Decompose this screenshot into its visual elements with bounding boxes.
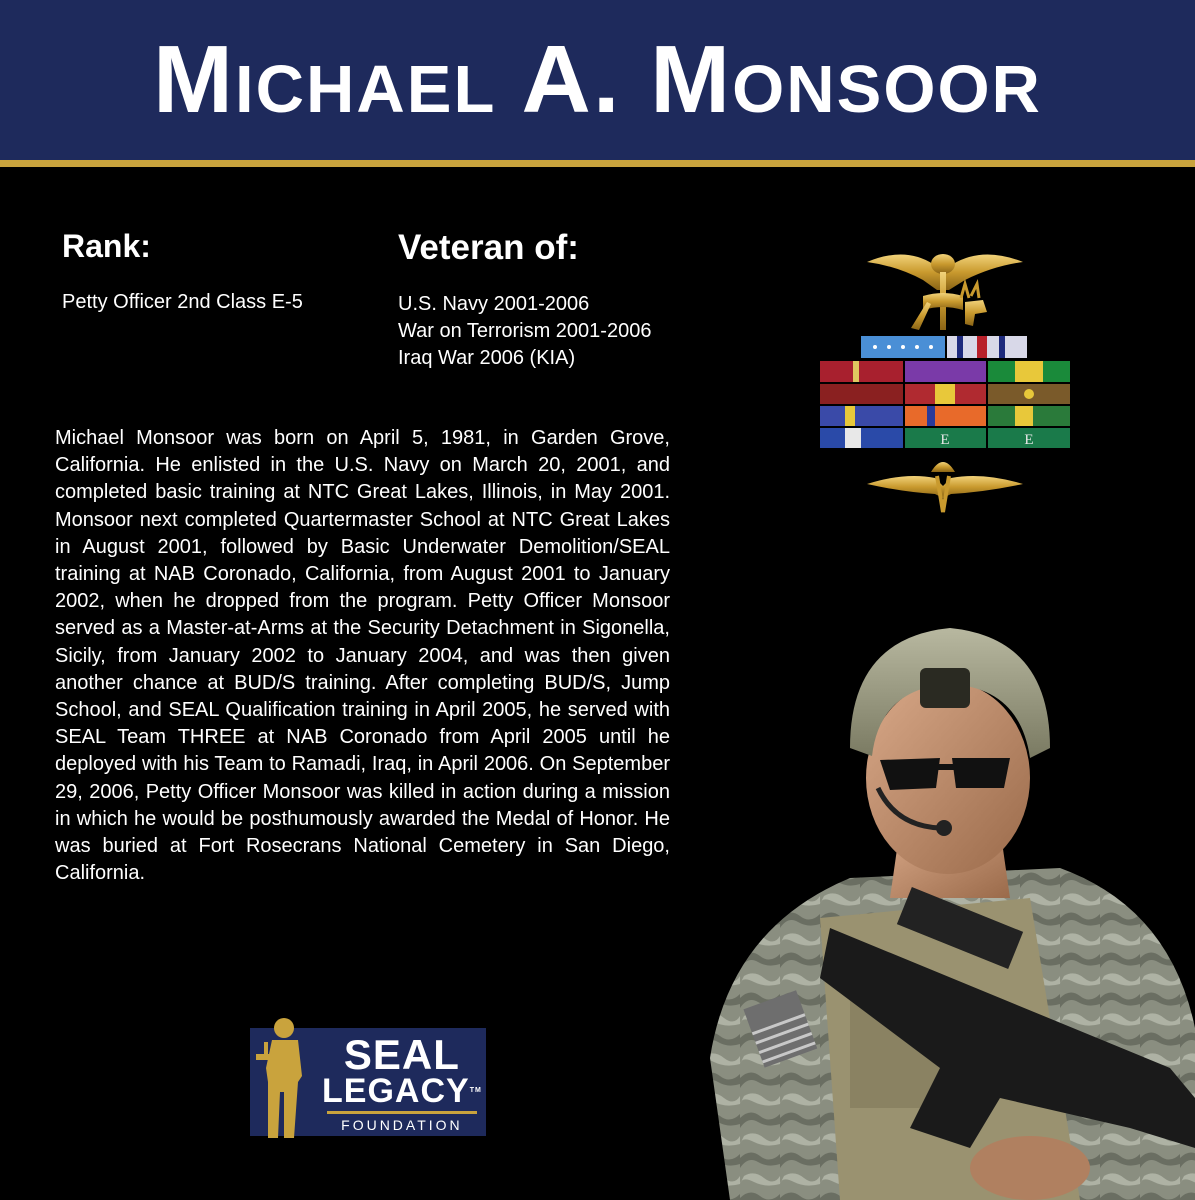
- ribbon-e-mark: E: [940, 432, 950, 448]
- logo-seal-text: SEAL: [343, 1031, 460, 1078]
- logo-wordmark: [322, 1031, 482, 1133]
- veteran-list: [398, 291, 651, 372]
- veteran-item: U.S. Navy 2001-2006: [398, 293, 590, 315]
- logo-foundation-text: FOUNDATION: [341, 1117, 463, 1133]
- logo-rule: [327, 1111, 477, 1114]
- parachutist-wings-icon: [867, 462, 1023, 512]
- insignia-group: [815, 240, 1075, 520]
- service-ribbons: [820, 336, 1070, 448]
- veteran-item: Iraq War 2006 (KIA): [398, 347, 576, 369]
- trident-insignia-icon: [867, 254, 1023, 330]
- rank-value: Petty Officer 2nd Class E-5: [62, 291, 303, 313]
- biography-text: Michael Monsoor was born on April 5, 1981, in Garden Grove, California. He enlisted in the U.S. Navy on March 20, 2001, and completed basic training at NTC Great Lakes, Illinois, in May 2001. Monsoor next completed Quartermaster School at NTC Great Lakes in August 2001, followed by Basic Underwater Demolition/SEAL training at NAB Coronado, California, from August 2001 to January 2002, when he dropped from the program. Petty Officer Monsoor served as a Master-at-Arms at the Security Detachment in Sigonella, Sicily, from January 2002 to January 2004, and was then given another chance at BUD/S training. After completing BUD/S, Jump School, and SEAL Qualification training in April 2005, he served with SEAL Team THREE at NAB Coronado from April 2005 until he deployed with his Team to Ramadi, Iraq, in April 2006. On September 29, 2006, Petty Officer Monsoor was killed in action during a mission in which he would be posthumously awarded the Medal of Honor. He was buried at Fort Rosecrans National Cemetery in San Diego, California.: [55, 427, 670, 885]
- logo-legacy-text: LEGACY™: [322, 1072, 482, 1110]
- veteran-heading: Veteran of:: [398, 228, 579, 267]
- rank-heading: Rank:: [62, 228, 151, 264]
- soldier-silhouette-icon: [254, 1010, 320, 1138]
- soldier-portrait: [700, 628, 1195, 1200]
- header-banner: [0, 0, 1195, 160]
- page-title: Michael A. Monsoor: [153, 26, 1042, 133]
- veteran-item: War on Terrorism 2001-2006: [398, 320, 652, 342]
- ribbon-e-mark: E: [1024, 432, 1034, 448]
- header-divider: [0, 160, 1195, 167]
